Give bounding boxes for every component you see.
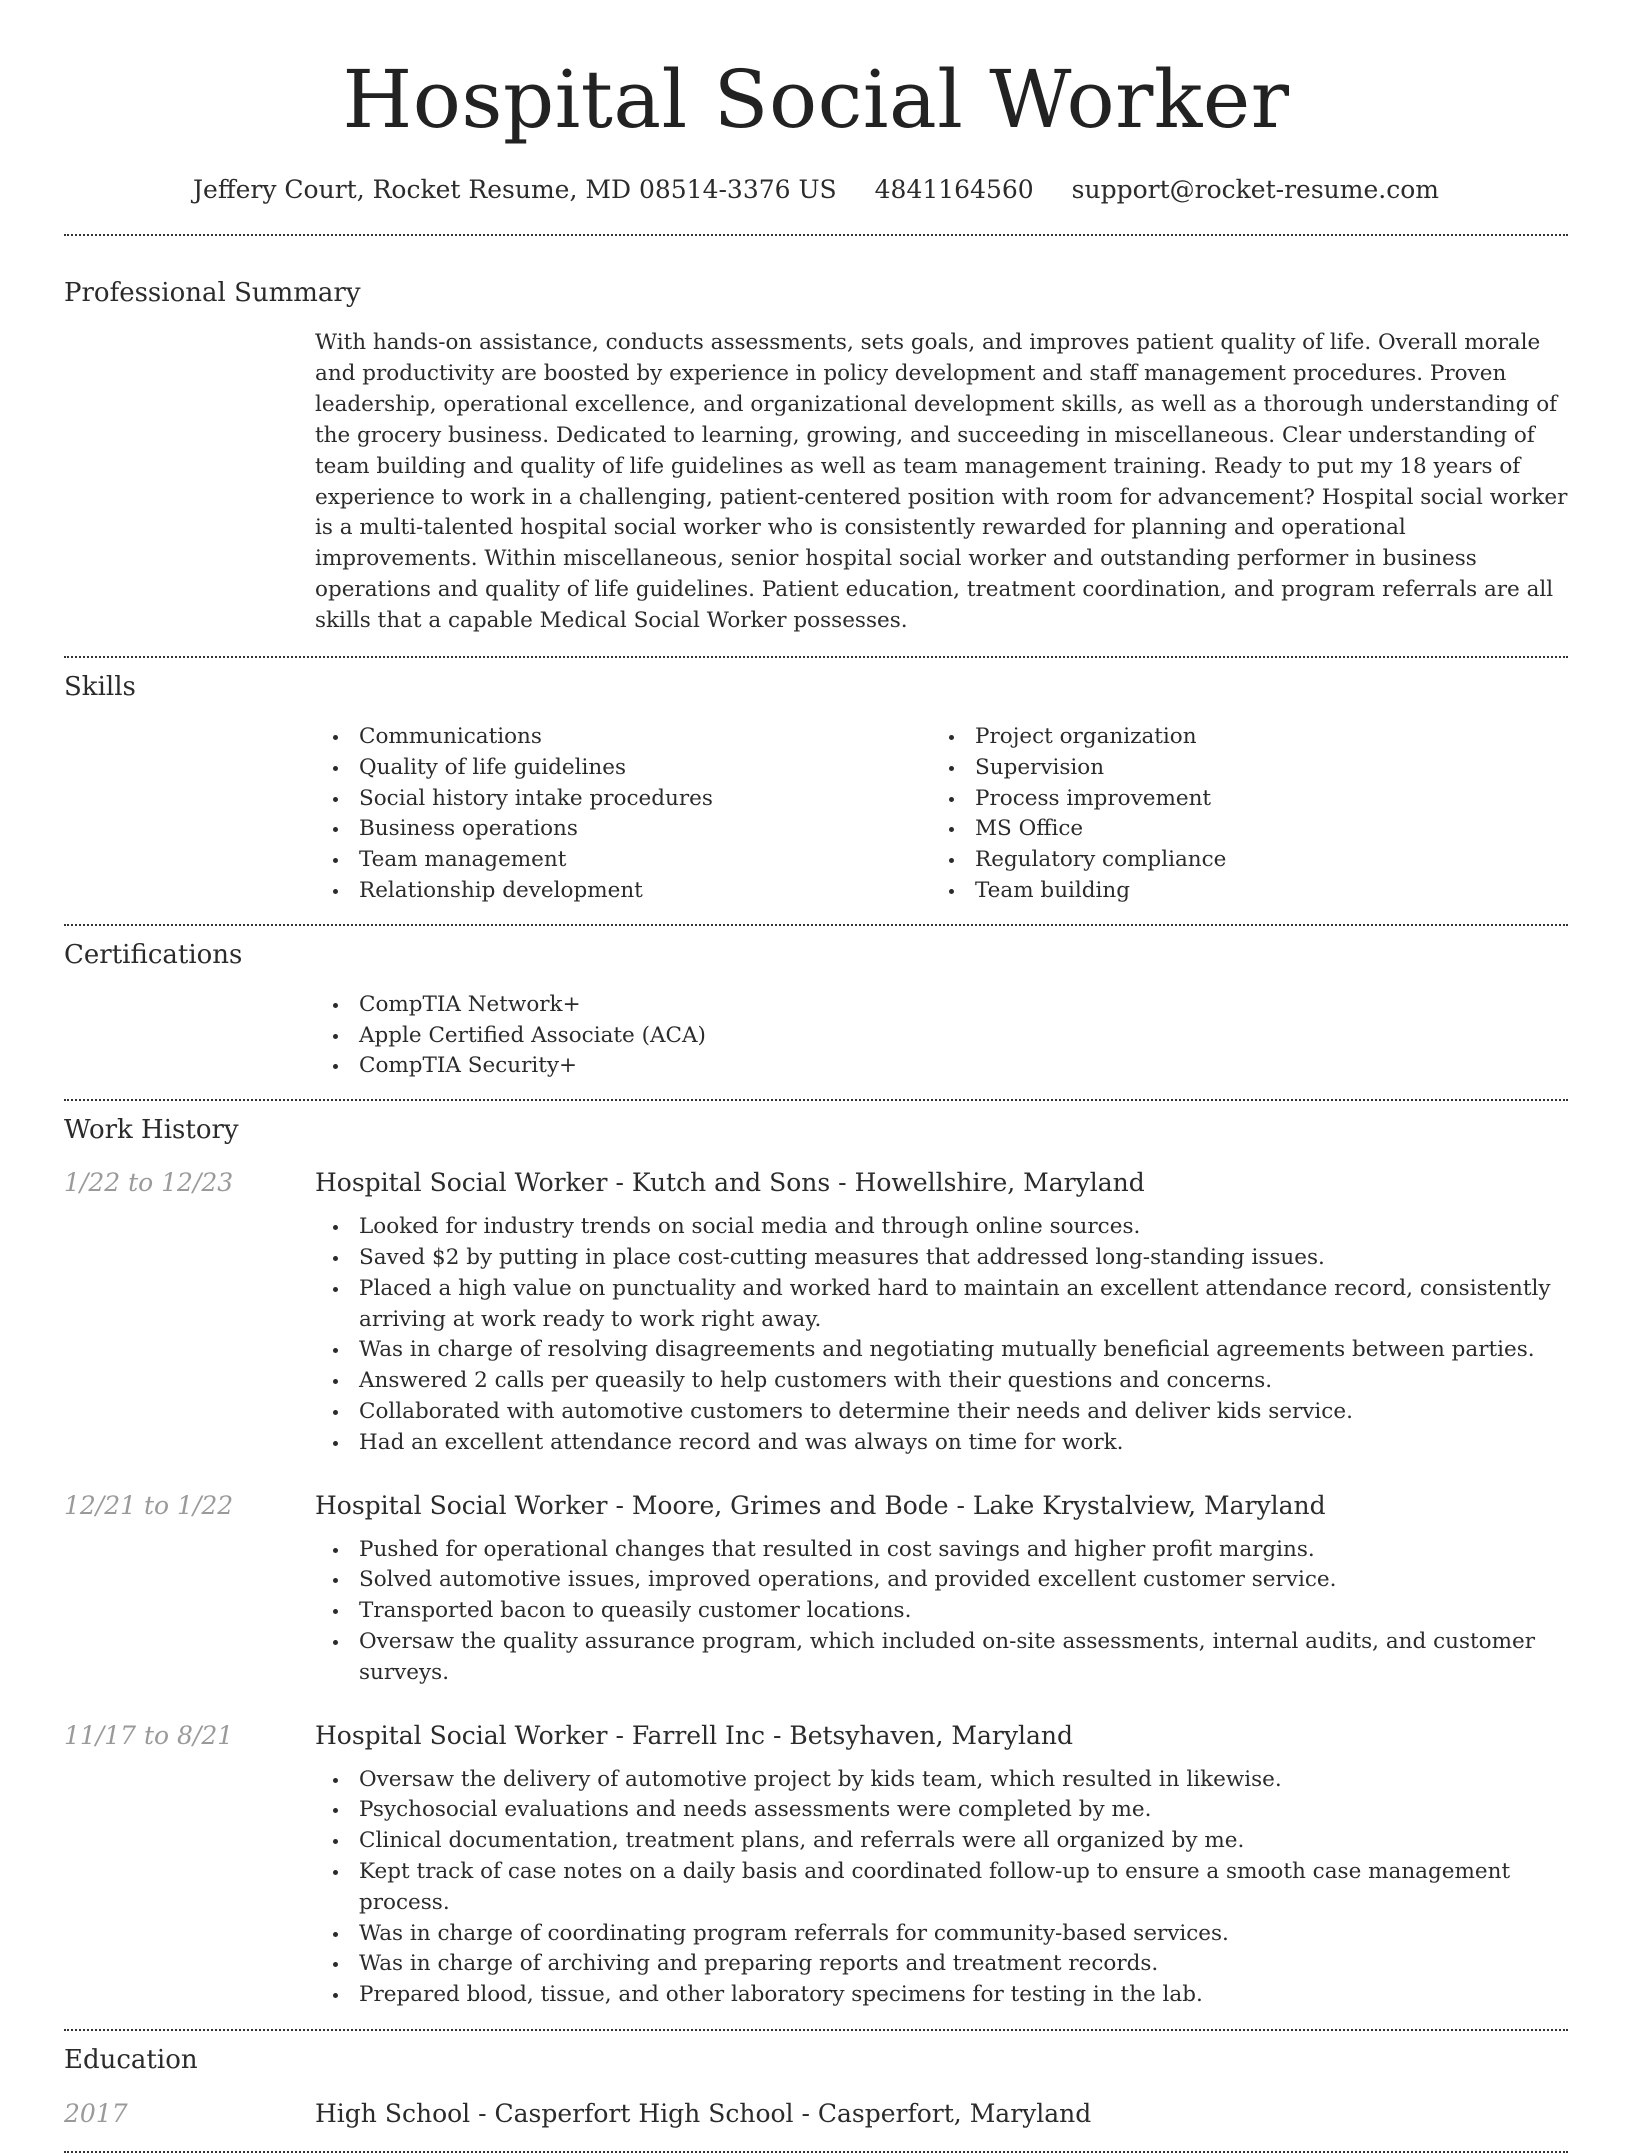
candidate-name: Hospital Social Worker xyxy=(342,53,1290,146)
skill-item: Quality of life guidelines xyxy=(359,753,931,784)
job-bullet: Was in charge of coordinating program referrals for community-based services. xyxy=(359,1919,1568,1950)
contact-email: support@rocket-resume.com xyxy=(1071,175,1439,204)
job-dates: 11/17 to 8/21 xyxy=(64,1720,234,1750)
job-bullet: Placed a high value on punctuality and worked hard to maintain an excellent attendance record, consistently arriving at work ready to work right away. xyxy=(359,1274,1568,1336)
summary-section xyxy=(64,236,1568,637)
job-entry xyxy=(64,1719,1568,2011)
contact-line xyxy=(64,174,1568,206)
job-entry xyxy=(64,1166,1568,1458)
job-bullet: Was in charge of resolving disagreements and negotiating mutually beneficial agreements between parties. xyxy=(359,1335,1568,1366)
skill-item: Social history intake procedures xyxy=(359,784,931,815)
job-bullet: Psychosocial evaluations and needs assessments were completed by me. xyxy=(359,1795,1568,1826)
work-title: Work History xyxy=(64,1115,239,1146)
skills-section xyxy=(64,658,1568,907)
skill-item: Supervision xyxy=(975,753,1547,784)
skill-item: Business operations xyxy=(359,814,931,845)
job-bullet: Was in charge of archiving and preparing reports and treatment records. xyxy=(359,1949,1568,1980)
job-heading: Hospital Social Worker - Moore, Grimes and Bode - Lake Krystalview, Maryland xyxy=(315,1490,1326,1520)
education-title: Education xyxy=(64,2044,198,2075)
job-entry xyxy=(64,1489,1568,1689)
job-heading: Hospital Social Worker - Farrell Inc - Betsyhaven, Maryland xyxy=(315,1720,1074,1750)
certifications-title: Certifications xyxy=(64,939,243,970)
education-heading: High School - Casperfort High School - Casperfort, Maryland xyxy=(315,2098,1092,2128)
skill-item: Relationship development xyxy=(359,876,931,907)
skill-item: Process improvement xyxy=(975,784,1547,815)
job-heading: Hospital Social Worker - Kutch and Sons - Howellshire, Maryland xyxy=(315,1168,1145,1198)
certifications-section xyxy=(64,926,1568,1082)
contact-address: Jeffery Court, Rocket Resume, MD 08514-3376 US xyxy=(193,175,837,204)
job-dates: 1/22 to 12/23 xyxy=(64,1168,234,1198)
job-bullet: Oversaw the quality assurance program, which included on-site assessments, internal audits, and customer surveys. xyxy=(359,1627,1568,1689)
certification-item: Apple Certified Associate (ACA) xyxy=(359,1021,1568,1052)
skills-column-right xyxy=(931,722,1547,907)
skills-column-left xyxy=(315,722,931,907)
job-bullet: Looked for industry trends on social media and through online sources. xyxy=(359,1212,1568,1243)
skill-item: Project organization xyxy=(975,722,1547,753)
work-section xyxy=(64,1101,1568,2011)
certification-item: CompTIA Network+ xyxy=(359,990,1568,1021)
job-bullet: Prepared blood, tissue, and other laboratory specimens for testing in the lab. xyxy=(359,1980,1568,2011)
job-dates: 12/21 to 1/22 xyxy=(64,1490,234,1520)
job-bullet: Solved automotive issues, improved operations, and provided excellent customer service. xyxy=(359,1565,1568,1596)
contact-phone: 4841164560 xyxy=(874,175,1034,204)
job-bullet: Oversaw the delivery of automotive project by kids team, which resulted in likewise. xyxy=(359,1765,1568,1796)
job-bullet: Answered 2 calls per queasily to help customers with their questions and concerns. xyxy=(359,1366,1568,1397)
job-bullet: Had an excellent attendance record and was always on time for work. xyxy=(359,1428,1568,1459)
skill-item: Team building xyxy=(975,876,1547,907)
skills-title: Skills xyxy=(64,672,136,703)
skill-item: Regulatory compliance xyxy=(975,845,1547,876)
education-year: 2017 xyxy=(64,2098,128,2128)
skill-item: Team management xyxy=(359,845,931,876)
summary-title: Professional Summary xyxy=(64,278,361,308)
certification-item: CompTIA Security+ xyxy=(359,1051,1568,1082)
skill-item: MS Office xyxy=(975,814,1547,845)
job-bullet: Transported bacon to queasily customer locations. xyxy=(359,1596,1568,1627)
job-bullet: Pushed for operational changes that resulted in cost savings and higher profit margins. xyxy=(359,1535,1568,1566)
job-bullet: Collaborated with automotive customers to determine their needs and deliver kids service. xyxy=(359,1397,1568,1428)
skill-item: Communications xyxy=(359,722,931,753)
resume-header xyxy=(64,0,1568,206)
education-section xyxy=(64,2031,1568,2131)
job-bullet: Kept track of case notes on a daily basis and coordinated follow-up to ensure a smooth case management process. xyxy=(359,1857,1568,1919)
job-bullet: Saved $2 by putting in place cost-cutting measures that addressed long-standing issues. xyxy=(359,1243,1568,1274)
summary-text: With hands-on assistance, conducts assessments, sets goals, and improves patient quality of life. Overall morale and productivity are boosted by experience in policy development and staff management procedures. Proven leadership, operational excellence, and organizational development skills, as well as a thorough understanding of the grocery business. Dedicated to learning, growing, and succeeding in miscellaneous. Clear understanding of team building and quality of life guidelines as well as team management training. Ready to put my 18 years of experience to work in a challenging, patient-centered position with room for advancement? Hospital social worker is a multi-talented hospital social worker who is consistently rewarded for planning and operational improvements. Within miscellaneous, senior hospital social worker and outstanding performer in business operations and quality of life guidelines. Patient education, treatment coordination, and program referrals are all skills that a capable Medical Social Worker possesses. xyxy=(315,330,1568,634)
job-bullet: Clinical documentation, treatment plans, and referrals were all organized by me. xyxy=(359,1826,1568,1857)
